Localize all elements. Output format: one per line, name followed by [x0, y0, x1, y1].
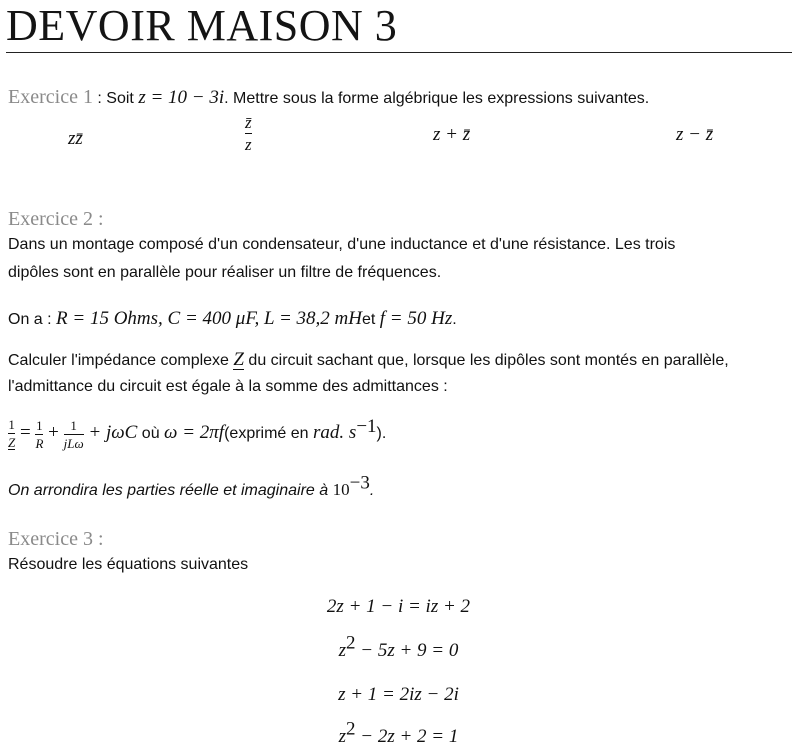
rounding-note	[8, 472, 375, 500]
expr-z-zbar: zz̄	[68, 128, 83, 149]
equation-4-a: z	[338, 726, 347, 747]
exercise-1-def: z = 10 − 3i	[138, 87, 225, 108]
formula-one-a: 1	[8, 417, 15, 432]
expr-z-minus-zbar: z − z̄	[676, 124, 714, 145]
formula-unit: rad. s	[313, 422, 357, 444]
equation-2-a: z	[338, 640, 347, 661]
fraction-bar	[245, 133, 252, 134]
exercise-2-heading: Exercice 2 :	[8, 208, 104, 230]
formula-plus: +	[43, 422, 64, 444]
fraction-bar	[64, 434, 84, 435]
admittance-formula	[8, 415, 387, 451]
question-b: du circuit sachant que, lorsque les dipôles sont montés en parallèle,	[243, 352, 729, 369]
formula-one-c: 1	[70, 417, 77, 433]
given-values	[8, 308, 457, 330]
rounding-base: 10	[332, 480, 350, 499]
expr-zbar-num: z̄	[245, 113, 252, 132]
formula-omega: ω = 2πf	[164, 422, 225, 444]
rounding-end: .	[369, 482, 375, 499]
given-mid: et	[361, 311, 380, 328]
expr-z-plus-zbar: z + z̄	[433, 124, 471, 145]
given-frequency: f = 50 Hz	[379, 308, 453, 329]
exercise-1-intro-b: . Mettre sous la forme algébrique les expressions suivantes.	[224, 90, 650, 107]
equation-2-exp: 2	[346, 632, 356, 654]
exercise-1-heading: Exercice 1	[8, 86, 93, 108]
exercise-3-intro: Résoudre les équations suivantes	[8, 556, 249, 573]
equation-4	[0, 718, 797, 748]
exercise-1-intro	[8, 86, 649, 109]
equation-1: 2z + 1 − i = iz + 2	[326, 596, 471, 617]
equation-2	[0, 632, 797, 662]
exercise-1-intro-a: Soit	[106, 90, 139, 107]
formula-one-b: 1	[36, 417, 43, 433]
exercise-1-sep: :	[92, 90, 107, 107]
exercise-3-heading: Exercice 3 :	[8, 528, 104, 550]
equation-4-b: − 2z + 2 = 1	[355, 726, 459, 747]
given-rcl: R = 15 Ohms, C = 400 μF, L = 38,2 mH	[56, 308, 362, 329]
exercise-2-question-line-1	[8, 350, 729, 370]
equation-4-exp: 2	[346, 718, 356, 740]
rounding-exp: −3	[349, 472, 370, 494]
exercise-2-paragraph-line-2: dipôles sont en parallèle pour réaliser un filtre de fréquences.	[8, 264, 442, 281]
formula-eq: =	[15, 422, 36, 444]
equation-3: z + 1 = 2iz − 2i	[338, 684, 459, 705]
formula-unit-exp: −1	[356, 415, 377, 437]
given-end: .	[452, 311, 457, 328]
formula-paren-b: ).	[376, 425, 387, 443]
given-prefix: On a :	[8, 311, 57, 328]
question-a: Calculer l'impédance complexe	[8, 352, 234, 369]
expr-zbar-den: z	[245, 135, 252, 154]
formula-jlw: jLω	[63, 435, 84, 451]
page-title: DEVOIR MAISON 3	[6, 1, 398, 50]
exercise-2-question-line-2: l'admittance du circuit est égale à la somme des admittances :	[8, 378, 448, 395]
rounding-text: On arrondira les parties réelle et imaginaire à	[8, 482, 333, 499]
formula-r: R	[35, 435, 44, 451]
formula-jwc: + jωC	[83, 422, 138, 444]
exercise-2-paragraph-line-1: Dans un montage composé d'un condensateur, d'une inductance et d'une résistance. Les trois	[8, 236, 676, 253]
impedance-symbol: Z	[233, 349, 244, 370]
formula-z: Z	[8, 435, 16, 450]
expr-zbar-over-z	[245, 114, 252, 153]
formula-ou: où	[137, 425, 165, 443]
title-divider	[6, 52, 792, 53]
formula-paren-a: (exprimé en	[224, 425, 314, 443]
equation-2-b: − 5z + 9 = 0	[355, 640, 459, 661]
